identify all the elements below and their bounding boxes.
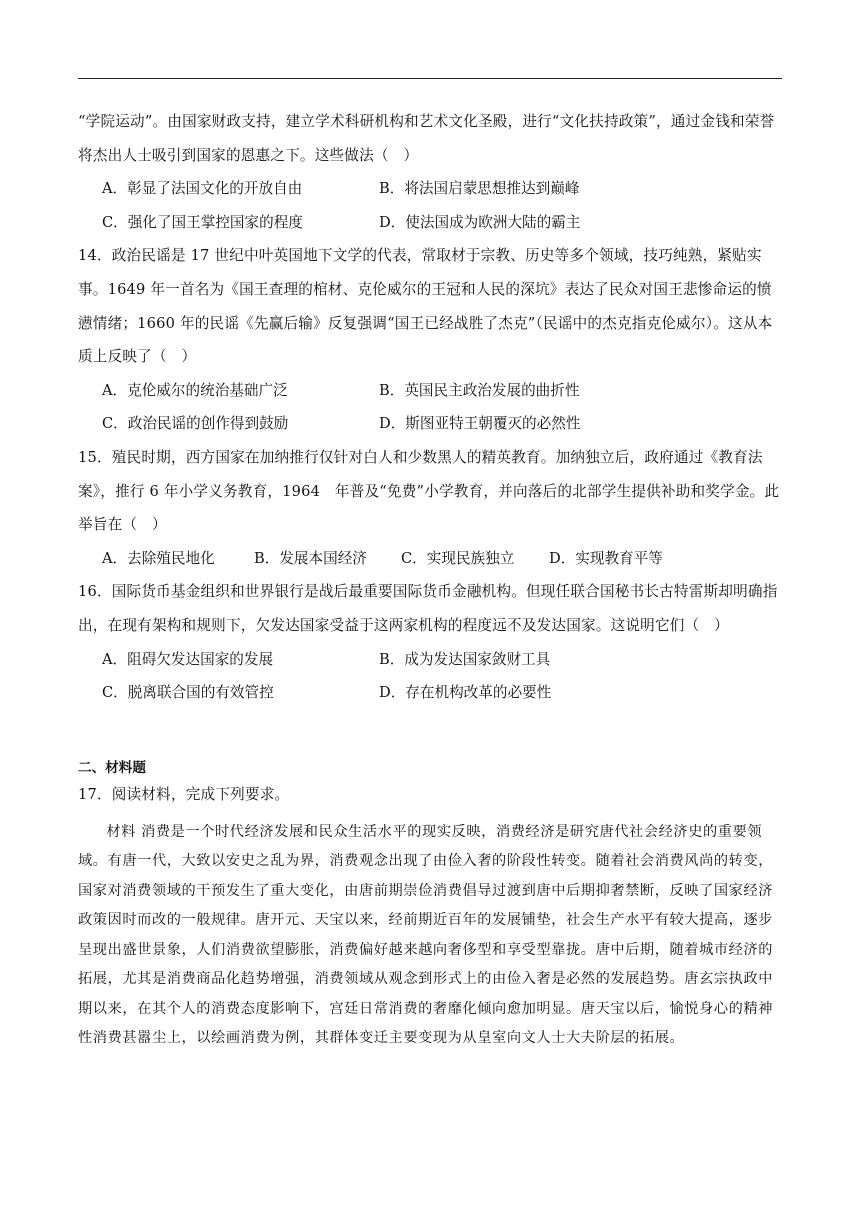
q13-option-c[interactable]: C．强化了国王掌控国家的程度 — [102, 213, 303, 231]
q13-options-row-2 — [78, 206, 782, 240]
q16-option-b[interactable]: B．成为发达国家敛财工具 — [379, 650, 551, 668]
q16-option-a[interactable]: A．阻碍欠发达国家的发展 — [102, 650, 274, 668]
q17-material-passage: 材料 消费是一个时代经济发展和民众生活水平的现实反映，消费经济是研究唐代社会经济史的重要领域。有唐一代，大致以安史之乱为界，消费观念出现了由俭入奢的阶段性转变。随着社会消费风尚的转变，国家对消费领域的干预发生了重大变化，由唐前期崇俭消费倡导过渡到唐中后期抑奢禁断，反映了国家经济政策因时而改的一般规律。唐开元、天宝以来，经前期近百年的发展铺垫，社会生产水平有较大提高，逐步呈现出盛世景象，人们消费欲望膨胀，消费偏好越来越向奢侈型和享受型靠拢。唐中后期，随着城市经济的拓展，尤其是消费商品化趋势增强，消费领域从观念到形式上的由俭入奢是必然的发展趋势。唐玄宗执政中期以来，在其个人的消费态度影响下，宫廷日常消费的奢靡化倾向愈加明显。唐天宝以后，愉悦身心的精神性消费甚嚣尘上，以绘画消费为例，其群体变迁主要变现为从皇室向文人士大夫阶层的拓展。 — [78, 823, 774, 1047]
q17-stem: 17．阅读材料，完成下列要求。 — [78, 785, 290, 803]
q16-options-row-1 — [78, 643, 782, 677]
q13-options-row-1 — [78, 172, 782, 206]
q13-option-d[interactable]: D．使法国成为欧洲大陆的霸主 — [379, 213, 581, 231]
exam-page — [78, 105, 782, 1054]
q13-option-b[interactable]: B．将法国启蒙思想推达到巅峰 — [379, 180, 580, 198]
header-rule — [78, 78, 782, 79]
q14-option-b[interactable]: B．英国民主政治发展的曲折性 — [379, 381, 580, 399]
q14-stem: 14．政治民谣是 17 世纪中叶英国地下文学的代表，常取材于宗教、历史等多个领域，技巧纯熟，紧贴实事。1649 年一首名为《国王查理的棺材、克伦威尔的王冠和人民的深坑》表达了民众对国王悲惨命运的愤懑情绪；1660 年的民谣《先赢后输》反复强调“国王已经战胜了杰克”（民谣中的杰克指克伦威尔）。这从本质上反映了（ ） — [78, 247, 773, 366]
q14-option-c[interactable]: C．政治民谣的创作得到鼓励 — [102, 415, 289, 433]
q15-option-a[interactable]: A．去除殖民地化 — [102, 549, 215, 567]
q14-option-d[interactable]: D．斯图亚特王朝覆灭的必然性 — [379, 415, 581, 433]
q13-stem-continuation: “学院运动”。由国家财政支持，建立学术科研机构和艺术文化圣殿，进行“文化扶持政策”，通过金钱和荣誉将杰出人士吸引到国家的恩惠之下。这些做法（ ） — [78, 113, 775, 164]
q13-option-a[interactable]: A．彰显了法国文化的开放自由 — [102, 180, 303, 198]
q15-option-b[interactable]: B．发展本国经济 — [254, 549, 367, 567]
q15-option-d[interactable]: D．实现教育平等 — [549, 549, 663, 567]
q16-option-c[interactable]: C．脱离联合国的有效管控 — [102, 684, 274, 702]
q14-options-row-2 — [78, 407, 782, 441]
q14-option-a[interactable]: A．克伦威尔的统治基础广泛 — [102, 381, 288, 399]
q16-options-row-2 — [78, 676, 782, 710]
q15-options-row — [78, 542, 782, 576]
q14-options-row-1 — [78, 374, 782, 408]
q16-stem: 16．国际货币基金组织和世界银行是战后最重要国际货币金融机构。但现任联合国秘书长古特雷斯却明确指出，在现有架构和规则下，欠发达国家受益于这两家机构的程度远不及发达国家。这说明它们（ ） — [78, 583, 778, 634]
section-heading-material: 二、材料题 — [78, 759, 146, 776]
q15-stem: 15．殖民时期，西方国家在加纳推行仅针对白人和少数黑人的精英教育。加纳独立后，政府通过《教育法案》，推行 6 年小学义务教育，1964 年普及“免费”小学教育，并向落后的北部学生提供补助和奖学金。此举旨在（ ） — [78, 448, 780, 534]
q15-option-c[interactable]: C．实现民族独立 — [401, 549, 515, 567]
q16-option-d[interactable]: D．存在机构改革的必要性 — [379, 684, 552, 702]
